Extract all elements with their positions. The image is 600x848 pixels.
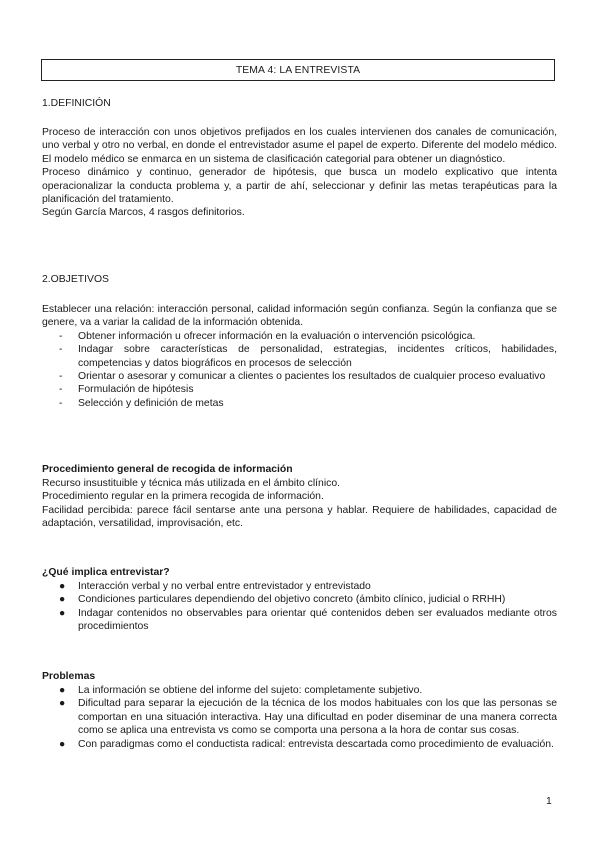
- dash-marker: -: [59, 330, 63, 342]
- dash-marker: -: [59, 371, 63, 383]
- list-item: ● Indagar contenidos no observables para orientar qué contenidos deben ser evaluados mediante otros procedimientos: [59, 607, 557, 633]
- bullet-marker: ●: [59, 607, 66, 619]
- objetivos-list: [42, 330, 557, 410]
- list-item: ● Con paradigmas como el conductista radical: entrevista descartada como procedimiento de evaluación.: [59, 738, 554, 750]
- bullet-marker: ●: [59, 738, 66, 750]
- problemas-body: [42, 684, 557, 751]
- paragraph: Establecer una relación: interacción personal, calidad información según confianza. Según la confianza que se genere, va a variar la calidad de la información obtenida.: [42, 304, 557, 329]
- paragraph: Proceso de interacción con unos objetivos prefijados en los cuales intervienen dos canales de comunicación, uno verbal y otro no verbal, en donde el entrevistador asume el papel de experto. Diferente del modelo médico. El modelo médico se enmarca en un sistema de clasificación categorial para obtener un diagnóstico.: [42, 127, 557, 165]
- page-title: TEMA 4: LA ENTREVISTA: [41, 59, 555, 81]
- section-heading-definicion: 1.DEFINICIÓN: [42, 98, 111, 109]
- page-number: 1: [546, 796, 552, 807]
- bullet-marker: ●: [59, 594, 66, 606]
- procedimiento-body: [42, 477, 557, 531]
- list-item: ● Dificultad para separar la ejecución de la técnica de los modos habituales con los que las personas se comportan en una situación interactiva. Hay una dificultad en poder diseminar de una manera correcta como se aplica una entrevista vs como se comporta una persona a la hora de contar sus cosas.: [59, 698, 557, 737]
- implica-heading: ¿Qué implica entrevistar?: [42, 567, 170, 578]
- bullet-marker: ●: [59, 581, 66, 592]
- paragraph: Proceso dinámico y continuo, generador de hipótesis, que busca un modelo explicativo que intenta operacionalizar la conducta problema y, a partir de ahí, seleccionar y definir las metas terapéuticas para la planificación del tratamiento.: [42, 167, 557, 206]
- definicion-body: [42, 126, 557, 220]
- dash-marker: -: [59, 344, 63, 356]
- list-item: - Formulación de hipótesis: [59, 384, 194, 396]
- paragraph: Recurso insustituible y técnica más utilizada en el ámbito clínico.: [42, 478, 341, 489]
- paragraph: Según García Marcos, 4 rasgos definitorios.: [42, 207, 245, 219]
- list-item: - Selección y definición de metas: [59, 397, 224, 409]
- paragraph: Facilidad percibida: parece fácil sentarse ante una persona y hablar. Requiere de habilidades, capacidad de adaptación, versatilidad, improvisación, etc.: [42, 504, 557, 530]
- bullet-marker: ●: [59, 698, 66, 710]
- list-item: ● Interacción verbal y no verbal entre entrevistador y entrevistado: [59, 581, 371, 592]
- dash-marker: -: [59, 397, 63, 409]
- list-item: - Orientar o asesorar y comunicar a clientes o pacientes los resultados de cualquier proceso evaluativo: [59, 371, 546, 383]
- objetivos-body: [42, 303, 557, 410]
- list-item: - Indagar sobre características de personalidad, estrategias, incidentes críticos, habilidades, competencias y datos biográficos en procesos de selección: [59, 344, 557, 369]
- problemas-list: [42, 684, 557, 751]
- list-item: ● La información se obtiene del informe del sujeto: completamente subjetivo.: [59, 685, 423, 696]
- bullet-marker: ●: [59, 685, 66, 696]
- implica-list: [42, 580, 557, 634]
- dash-marker: -: [59, 384, 63, 396]
- implica-body: [42, 580, 557, 634]
- list-item: - Obtener información u ofrecer información en la evaluación o intervención psicológica.: [59, 330, 476, 342]
- section-heading-objetivos: 2.OBJETIVOS: [42, 274, 109, 285]
- paragraph: Procedimiento regular en la primera recogida de información.: [42, 491, 324, 503]
- list-item: ● Condiciones particulares dependiendo del objetivo concreto (ámbito clínico, judicial o RRHH): [59, 594, 506, 606]
- procedimiento-heading: Procedimiento general de recogida de información: [42, 464, 293, 475]
- problemas-heading: Problemas: [42, 671, 96, 682]
